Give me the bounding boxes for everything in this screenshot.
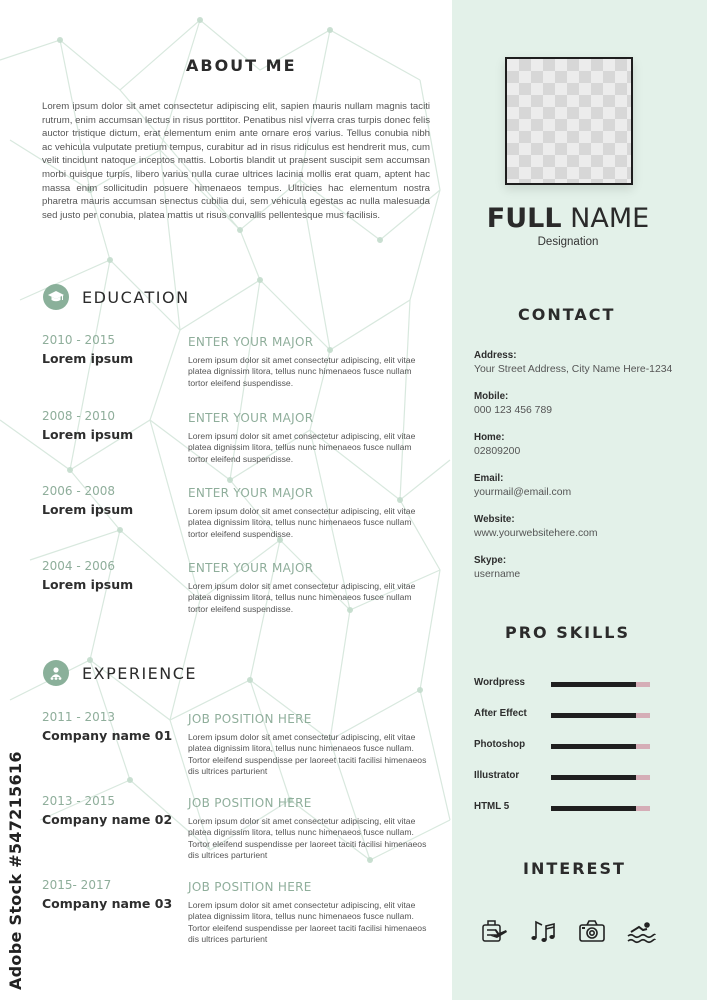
skill-name: Photoshop <box>474 739 526 750</box>
skill-row <box>474 801 654 815</box>
experience-title: EXPERIENCE <box>82 664 198 683</box>
education-desc: Lorem ipsum dolor sit amet consectetur adipiscing, elit vitae platea dignissim litora, tellus nunc himenaeos fusce nullam tortor eleifend suspendisse. <box>188 431 416 464</box>
experience-item <box>42 878 432 958</box>
education-item <box>42 559 432 629</box>
education-place: Lorem ipsum <box>42 351 134 366</box>
contact-label: Home: <box>474 432 505 443</box>
contact-label: Website: <box>474 514 515 525</box>
education-desc: Lorem ipsum dolor sit amet consectetur adipiscing, elit vitae platea dignissim litora, tellus nunc himenaeos fusce nullam tortor eleifend suspendisse. <box>188 581 416 614</box>
about-title: ABOUT ME <box>186 56 297 75</box>
about-text: Lorem ipsum dolor sit amet consectetur adipiscing elit, sapien mauris nullam magnis taciti rutrum, enim accumsan lectus in risus porttitor. Penatibus nisl viverra cras turpis donec felis auctor tristique dictum, erat elementum enim ante ornare eros varius. Tellus conubia nibh ac vehicula vulputate pretium tempus, curabitur ad in risus ridiculus est hendrerit mus, cum velit tincidunt natoque inceptos mattis. Lobortis blandit ut praesent suscipit sem accumsan morbi quisque turpis, libero varius nulla curae ultrices lacinia mollis erat quam, aptent hac massa enim sollicitudin posuere himenaeos tempus. Ultricies hac elementum nostra pharetra mauris accumsan senectus cubilia dui, sem vehicula egestas ac nulla malesuada sed justo per conubia, platea mattis ut risus convallis pellentesque mus facilisis. <box>42 101 430 221</box>
skill-row <box>474 677 654 691</box>
profile-photo-placeholder <box>505 57 633 185</box>
education-item <box>42 484 432 554</box>
experience-desc: Lorem ipsum dolor sit amet consectetur adipiscing, elit vitae platea dignissim litora, tellus nunc himenaeos fusce nullam. Tortor eleifend suspendisse per laoreet taciti facilisi himenaeos dis ultrices parturient <box>188 816 427 861</box>
education-years: 2010 - 2015 <box>42 333 116 347</box>
contact-value: 000 123 456 789 <box>474 405 553 416</box>
education-desc: Lorem ipsum dolor sit amet consectetur adipiscing, elit vitae platea dignissim litora, tellus nunc himenaeos fusce nullam tortor eleifend suspendisse. <box>188 355 416 388</box>
skill-name: Wordpress <box>474 677 525 688</box>
experience-years: 2011 - 2013 <box>42 710 116 724</box>
education-place: Lorem ipsum <box>42 427 134 442</box>
skill-bar-fill <box>551 713 636 718</box>
skill-row <box>474 708 654 722</box>
education-item <box>42 333 432 403</box>
education-major: ENTER YOUR MAJOR <box>188 486 314 500</box>
skills-title: PRO SKILLS <box>505 623 631 642</box>
skill-row <box>474 770 654 784</box>
contact-home <box>474 432 689 457</box>
skill-bar-track <box>551 713 650 718</box>
travel-icon <box>479 916 509 946</box>
swimming-icon <box>626 916 656 946</box>
interest-title: INTEREST <box>523 859 626 878</box>
stock-watermark <box>6 751 25 990</box>
contact-email <box>474 473 689 498</box>
camera-icon <box>577 916 607 946</box>
designation: Designation <box>537 236 599 248</box>
experience-position: JOB POSITION HERE <box>188 796 312 810</box>
education-place: Lorem ipsum <box>42 577 134 592</box>
education-years: 2006 - 2008 <box>42 484 116 498</box>
contact-title: CONTACT <box>518 305 616 324</box>
watermark-brand: Adobe Stock <box>6 873 25 990</box>
experience-desc: Lorem ipsum dolor sit amet consectetur adipiscing, elit vitae platea dignissim litora, tellus nunc himenaeos fusce nullam. Tortor eleifend suspendisse per laoreet taciti facilisi himenaeos dis ultrices parturient <box>188 900 427 945</box>
people-icon <box>43 660 69 686</box>
experience-company: Company name 03 <box>42 896 173 911</box>
experience-years: 2015- 2017 <box>42 878 112 892</box>
education-major: ENTER YOUR MAJOR <box>188 411 314 425</box>
experience-company: Company name 01 <box>42 728 173 743</box>
contact-value: www.yourwebsitehere.com <box>474 528 598 539</box>
education-major: ENTER YOUR MAJOR <box>188 335 314 349</box>
experience-position: JOB POSITION HERE <box>188 880 312 894</box>
watermark-id: #547215616 <box>6 751 25 868</box>
contact-value: username <box>474 569 521 580</box>
contact-label: Address: <box>474 350 517 361</box>
education-years: 2008 - 2010 <box>42 409 116 423</box>
contact-address <box>474 350 689 375</box>
skill-row <box>474 739 654 753</box>
contact-website <box>474 514 689 539</box>
education-item <box>42 409 432 479</box>
skill-bar-fill <box>551 775 636 780</box>
last-name: NAME <box>570 203 650 234</box>
skill-bar-track <box>551 806 650 811</box>
graduation-cap-icon <box>43 284 69 310</box>
contact-label: Skype: <box>474 555 507 566</box>
contact-value: Your Street Address, City Name Here-1234 <box>474 364 673 375</box>
education-title: EDUCATION <box>82 288 190 307</box>
skill-name: Illustrator <box>474 770 520 781</box>
contact-value: 02809200 <box>474 446 521 457</box>
skill-name: After Effect <box>474 708 527 719</box>
education-years: 2004 - 2006 <box>42 559 116 573</box>
skill-bar-track <box>551 744 650 749</box>
education-desc: Lorem ipsum dolor sit amet consectetur adipiscing, elit vitae platea dignissim litora, tellus nunc himenaeos fusce nullam tortor eleifend suspendisse. <box>188 506 416 539</box>
experience-desc: Lorem ipsum dolor sit amet consectetur adipiscing, elit vitae platea dignissim litora, tellus nunc himenaeos fusce nullam. Tortor eleifend suspendisse per laoreet taciti facilisi himenaeos dis ultrices parturient <box>188 732 427 777</box>
first-name: FULL <box>486 203 562 234</box>
education-major: ENTER YOUR MAJOR <box>188 561 314 575</box>
experience-item <box>42 710 432 790</box>
contact-label: Email: <box>474 473 504 484</box>
experience-item <box>42 794 432 874</box>
experience-years: 2013 - 2015 <box>42 794 116 808</box>
music-icon <box>528 916 558 946</box>
skill-bar-fill <box>551 682 636 687</box>
experience-company: Company name 02 <box>42 812 173 827</box>
contact-skype <box>474 555 689 580</box>
skill-name: HTML 5 <box>474 801 510 812</box>
experience-position: JOB POSITION HERE <box>188 712 312 726</box>
contact-mobile <box>474 391 689 416</box>
full-name <box>452 203 684 234</box>
skill-bar-track <box>551 682 650 687</box>
skill-bar-track <box>551 775 650 780</box>
skill-bar-fill <box>551 806 636 811</box>
contact-label: Mobile: <box>474 391 509 402</box>
contact-value: yourmail@email.com <box>474 487 572 498</box>
skill-bar-fill <box>551 744 636 749</box>
education-place: Lorem ipsum <box>42 502 134 517</box>
